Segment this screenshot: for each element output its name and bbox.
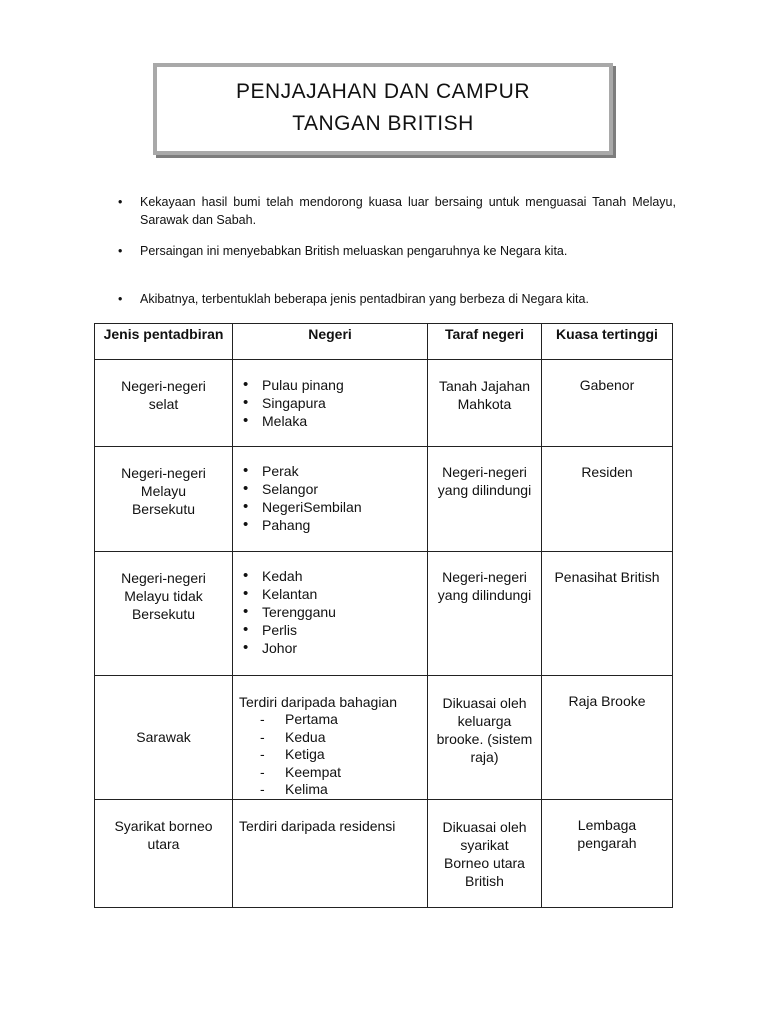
list-item: • Terengganu bbox=[243, 603, 427, 621]
table-row bbox=[95, 799, 673, 907]
list-item: • Johor bbox=[243, 639, 427, 657]
list-item: • Kedah bbox=[243, 567, 427, 585]
cell-negeri bbox=[233, 360, 428, 447]
list-item: • Perak bbox=[243, 462, 427, 480]
list-item: • Pahang bbox=[243, 516, 427, 534]
bullet-dot-icon: • bbox=[118, 244, 123, 258]
cell-jenis: Negeri-negeri Melayu Bersekutu bbox=[95, 447, 233, 552]
bullet-text-2: Persaingan ini menyebabkan British meluaskan pengaruhnya ke Negara kita. bbox=[140, 244, 568, 258]
list-item: • Melaka bbox=[243, 412, 427, 430]
list-item: • Kelantan bbox=[243, 585, 427, 603]
list-item: • Selangor bbox=[243, 480, 427, 498]
header-taraf: Taraf negeri bbox=[428, 324, 542, 360]
cell-kuasa: Gabenor bbox=[542, 360, 673, 447]
title-box bbox=[153, 63, 613, 155]
cell-kuasa: Raja Brooke bbox=[542, 676, 673, 800]
table-row bbox=[95, 676, 673, 800]
cell-taraf: Tanah Jajahan Mahkota bbox=[428, 360, 542, 447]
list-item: - Kelima bbox=[260, 781, 427, 799]
cell-taraf: Negeri-negeri yang dilindungi bbox=[428, 447, 542, 552]
list-item: - Keempat bbox=[260, 764, 427, 782]
title-line-1: PENJAJAHAN DAN CAMPUR bbox=[235, 80, 531, 103]
table-row bbox=[95, 360, 673, 447]
list-item: • NegeriSembilan bbox=[243, 498, 427, 516]
table-row bbox=[95, 552, 673, 676]
cell-negeri bbox=[233, 447, 428, 552]
header-kuasa: Kuasa tertinggi bbox=[542, 324, 673, 360]
negeri-intro: Terdiri daripada bahagian bbox=[239, 694, 397, 710]
cell-jenis: Negeri-negeri Melayu tidak Bersekutu bbox=[95, 552, 233, 676]
list-item: - Ketiga bbox=[260, 746, 427, 764]
list-item: - Kedua bbox=[260, 729, 427, 747]
table-header-row bbox=[95, 324, 673, 360]
cell-taraf: Dikuasai oleh syarikat Borneo utara British bbox=[428, 799, 542, 907]
list-item: - Pertama bbox=[260, 711, 427, 729]
table-row bbox=[95, 447, 673, 552]
cell-kuasa: Residen bbox=[542, 447, 673, 552]
administration-table bbox=[94, 323, 673, 908]
header-jenis: Jenis pentadbiran bbox=[95, 324, 233, 360]
cell-jenis: Syarikat borneo utara bbox=[95, 799, 233, 907]
cell-jenis: Negeri-negeri selat bbox=[95, 360, 233, 447]
cell-negeri bbox=[233, 676, 428, 800]
header-negeri: Negeri bbox=[233, 324, 428, 360]
cell-jenis: Sarawak bbox=[95, 676, 233, 800]
cell-taraf: Dikuasai oleh keluarga brooke. (sistem raja) bbox=[428, 676, 542, 800]
bullet-dot-icon: • bbox=[118, 292, 123, 306]
bullet-dot-icon: • bbox=[118, 195, 123, 209]
cell-taraf: Negeri-negeri yang dilindungi bbox=[428, 552, 542, 676]
cell-kuasa: Penasihat British bbox=[542, 552, 673, 676]
cell-kuasa: Lembaga pengarah bbox=[542, 799, 673, 907]
list-item: • Singapura bbox=[243, 394, 427, 412]
list-item: • Perlis bbox=[243, 621, 427, 639]
bullet-text-1: Kekayaan hasil bumi telah mendorong kuasa luar bersaing untuk menguasai Tanah Melayu, Sarawak dan Sabah. bbox=[140, 195, 676, 227]
list-item: • Pulau pinang bbox=[243, 376, 427, 394]
cell-negeri: Terdiri daripada residensi bbox=[233, 799, 428, 907]
bullet-text-3: Akibatnya, terbentuklah beberapa jenis pentadbiran yang berbeza di Negara kita. bbox=[140, 292, 589, 306]
cell-negeri bbox=[233, 552, 428, 676]
title-line-2: TANGAN BRITISH bbox=[292, 112, 474, 135]
